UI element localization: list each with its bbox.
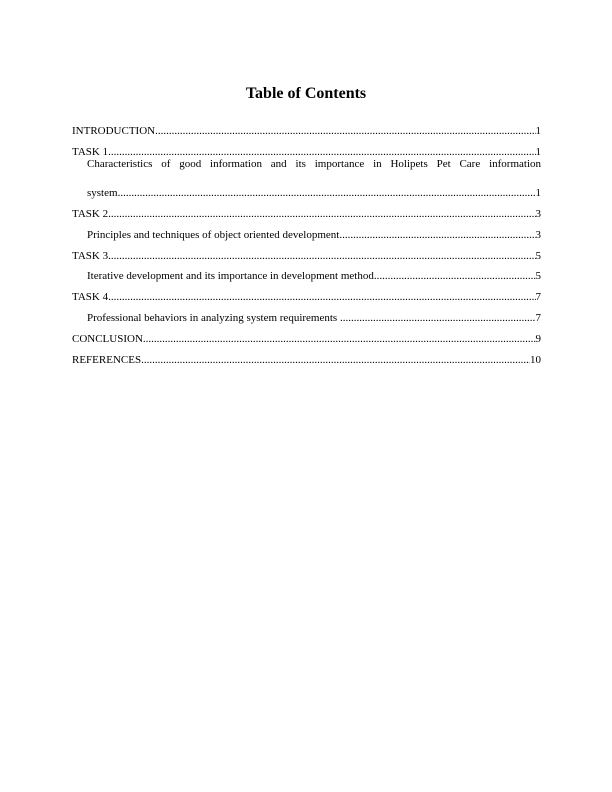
- toc-entry-label: REFERENCES: [72, 353, 142, 366]
- toc-entry-characteristics-line-1[interactable]: [72, 158, 541, 179]
- toc-entry-professional-behaviors[interactable]: [72, 303, 541, 324]
- toc-page-number: 9: [535, 332, 541, 345]
- toc-entry-label: CONCLUSION: [72, 332, 143, 345]
- toc-entry-conclusion[interactable]: [72, 324, 541, 345]
- toc-entry-label: Principles and techniques of object oriented development: [87, 228, 340, 241]
- toc-entry-label: TASK 1: [72, 145, 109, 158]
- toc-page-number: 7: [535, 311, 541, 324]
- toc-entry-introduction[interactable]: [72, 116, 541, 137]
- toc-entry-task-2[interactable]: [72, 199, 541, 220]
- dot-leader: [155, 125, 535, 137]
- toc-entry-characteristics[interactable]: [72, 178, 541, 199]
- toc-page-number: 10: [530, 353, 541, 366]
- toc-entry-references[interactable]: [72, 345, 541, 366]
- toc-page-number: 3: [535, 207, 541, 220]
- toc-entry-label: Professional behaviors in analyzing system requirements: [87, 311, 340, 324]
- table-of-contents: [72, 116, 541, 366]
- toc-entry-label: system: [87, 187, 118, 200]
- toc-entry-label: INTRODUCTION: [72, 124, 156, 137]
- toc-page-number: 7: [535, 291, 541, 304]
- dot-leader: [118, 187, 536, 199]
- toc-entry-label: TASK 4: [72, 291, 109, 304]
- toc-page-number: 3: [535, 228, 541, 241]
- dot-leader: [339, 229, 535, 241]
- dot-leader: [108, 208, 535, 220]
- toc-entry-label-line-1: Characteristics of good information and its importance in Holipets Pet Care information: [87, 157, 541, 170]
- toc-entry-iterative-development[interactable]: [72, 262, 541, 283]
- dot-leader: [108, 250, 535, 262]
- toc-page-number: 1: [535, 124, 541, 137]
- toc-page-number: 1: [535, 145, 541, 158]
- dot-leader: [141, 354, 530, 366]
- toc-entry-principles[interactable]: [72, 220, 541, 241]
- dot-leader: [143, 333, 536, 345]
- toc-title: Table of Contents: [245, 85, 367, 102]
- toc-entry-task-1[interactable]: [72, 137, 541, 158]
- toc-entry-label: TASK 2: [72, 207, 109, 220]
- toc-entry-task-4[interactable]: [72, 282, 541, 303]
- toc-page-number: 5: [535, 270, 541, 283]
- dot-leader: [108, 291, 535, 303]
- dot-leader: [108, 146, 535, 158]
- toc-entry-label: TASK 3: [72, 249, 109, 262]
- toc-entry-task-3[interactable]: [72, 241, 541, 262]
- dot-leader: [340, 312, 536, 324]
- dot-leader: [374, 270, 536, 282]
- toc-entry-label: Iterative development and its importance in development method: [87, 270, 374, 283]
- toc-page-number: 5: [535, 249, 541, 262]
- toc-page-number: 1: [535, 187, 541, 200]
